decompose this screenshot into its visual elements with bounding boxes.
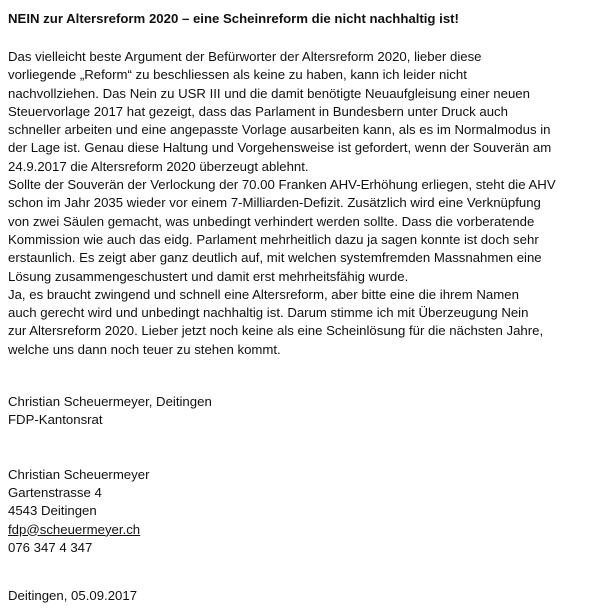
- body-line: nachvollziehen. Das Nein zu USR III und die damit benötigte Neuaufgleisung einer neuen: [8, 85, 530, 101]
- body-line: Ja, es braucht zwingend und schnell eine Altersreform, aber bitte eine die ihrem Namen: [8, 286, 519, 302]
- body-line: vorliegende „Reform“ zu beschliessen als keine zu haben, kann ich leider nicht: [8, 67, 467, 83]
- body-line: Sollte der Souverän der Verlockung der 70.00 Franken AHV-Erhöhung erliegen, steht die AHV: [8, 177, 556, 193]
- address-name: Christian Scheuermeyer: [8, 466, 150, 482]
- body-line: zur Altersreform 2020. Lieber jetzt noch keine als eine Scheinlösung für die nächsten Jahre,: [8, 323, 544, 339]
- body-line: schon im Jahr 2035 wieder vor einem 7-Milliarden-Defizit. Zusätzlich wird eine Verknüpfung: [8, 195, 541, 211]
- letter-page: [8, 10, 582, 605]
- body-line: erstaunlich. Es zeigt aber ganz deutlich auf, mit welchen systemfremden Massnahmen eine: [8, 250, 542, 266]
- address-phone: 076 347 4 347: [8, 539, 93, 555]
- body-line: Lösung zusammengeschustert und damit erst mehrheitsfähig wurde.: [8, 268, 409, 284]
- document-title: NEIN zur Altersreform 2020 – eine Scheinreform die nicht nachhaltig ist!: [8, 11, 459, 26]
- body-line: auch gerecht wird und unbedingt nachhaltig ist. Darum stimme ich mit Überzeugung Nein: [8, 305, 529, 321]
- body-line: der Lage ist. Genau diese Haltung und Vorgehensweise ist gefordert, wenn der Souverän am: [8, 140, 552, 156]
- body-line: Kommission wie auch das eidg. Parlament mehrheitlich dazu ja sagen konnte ist doch sehr: [8, 231, 539, 247]
- address-city: 4543 Deitingen: [8, 503, 97, 519]
- signature-name-place: Christian Scheuermeyer, Deitingen: [8, 394, 212, 410]
- email-link[interactable]: fdp@scheuermeyer.ch: [8, 521, 141, 537]
- address-block: [8, 466, 582, 557]
- signature-block: [8, 393, 582, 430]
- address-street: Gartenstrasse 4: [8, 484, 102, 500]
- dateline: Deitingen, 05.09.2017: [8, 588, 138, 604]
- body-line: Steuervorlage 2017 hat gezeigt, dass das Parlament in Bundesbern unter Druck auch: [8, 103, 508, 119]
- body-text: [8, 48, 582, 359]
- body-line: 24.9.2017 die Altersreform 2020 überzeugt ablehnt.: [8, 158, 309, 174]
- signature-role: FDP-Kantonsrat: [8, 412, 103, 428]
- body-line: von zwei Säulen gemacht, was unbedingt verhindert werden sollte. Dass die vorberatende: [8, 213, 535, 229]
- body-line: welche uns dann noch teuer zu stehen kommt.: [8, 341, 281, 357]
- body-line: schneller arbeiten und eine angepasste Vorlage ausarbeiten kann, als es im Normalmodus in: [8, 122, 551, 138]
- body-line: Das vielleicht beste Argument der Befürworter der Altersreform 2020, lieber diese: [8, 49, 482, 64]
